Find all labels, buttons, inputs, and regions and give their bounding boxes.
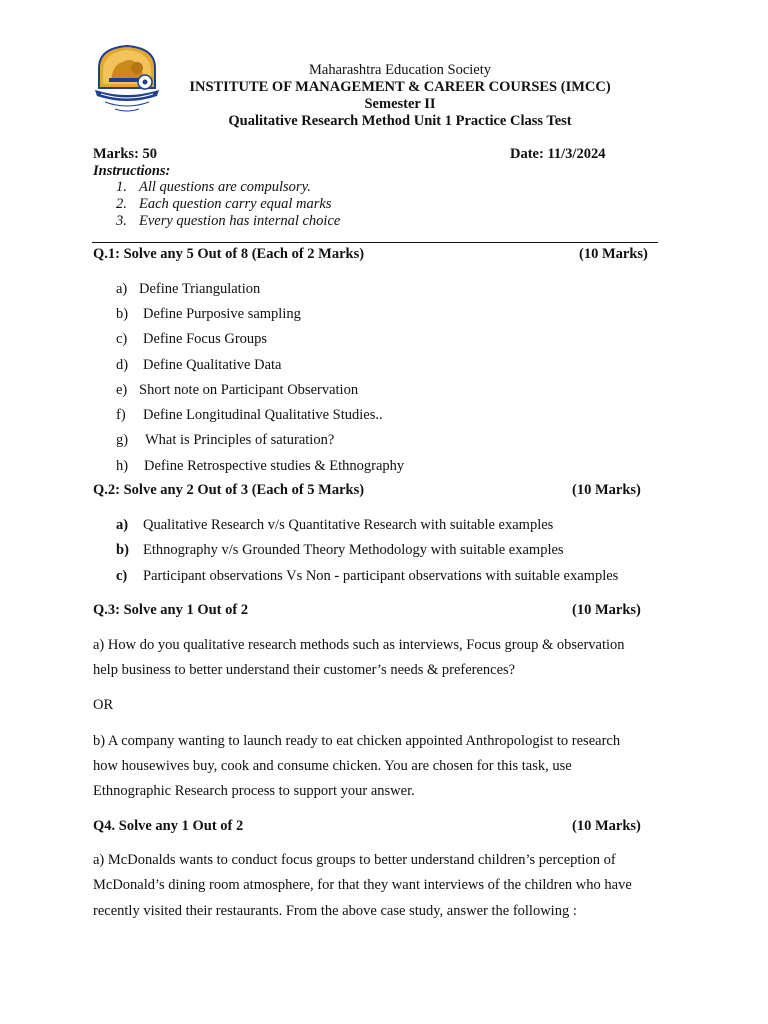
- q1-title: Q.1: Solve any 5 Out of 8 (Each of 2 Marks): [93, 246, 365, 262]
- q2-item-letter: a): [116, 517, 129, 533]
- instruction-text: All questions are compulsory.: [139, 179, 311, 195]
- q1-item-text: Define Longitudinal Qualitative Studies..: [143, 407, 383, 423]
- instruction-number: 1.: [116, 179, 127, 195]
- q3-option-b-line: b) A company wanting to launch ready to eat chicken appointed Anthropologist to research: [93, 733, 621, 749]
- q1-item-letter: h): [116, 458, 129, 474]
- q3-option-b-line: how housewives buy, cook and consume chicken. You are chosen for this task, use: [93, 758, 572, 774]
- society-name: Maharashtra Education Society: [309, 62, 491, 78]
- q4-option-a-line: recently visited their restaurants. From the above case study, answer the following :: [93, 903, 577, 919]
- q1-item-text: Define Retrospective studies & Ethnography: [144, 458, 405, 474]
- q4-title: Q4. Solve any 1 Out of 2: [93, 818, 244, 834]
- q1-item-letter: b): [116, 306, 129, 322]
- q1-item-text: What is Principles of saturation?: [145, 432, 335, 448]
- marks-total: Marks: 50: [93, 146, 158, 162]
- divider-rule: [92, 242, 658, 243]
- q4-marks: (10 Marks): [572, 818, 641, 834]
- instruction-number: 2.: [116, 196, 127, 212]
- instruction-text: Every question has internal choice: [139, 213, 341, 229]
- q3-or: OR: [93, 697, 114, 713]
- q2-title: Q.2: Solve any 2 Out of 3 (Each of 5 Marks): [93, 482, 365, 498]
- q1-item-text: Define Purposive sampling: [143, 306, 301, 322]
- instructions-label: Instructions:: [93, 163, 171, 179]
- q2-marks: (10 Marks): [572, 482, 641, 498]
- q1-item-letter: f): [116, 407, 126, 423]
- test-title: Qualitative Research Method Unit 1 Practice Class Test: [228, 113, 572, 129]
- q1-item-text: Define Qualitative Data: [143, 357, 282, 373]
- q1-item-letter: g): [116, 432, 129, 448]
- q1-item-letter: d): [116, 357, 129, 373]
- q2-item-letter: c): [116, 568, 128, 584]
- q2-item-letter: b): [116, 542, 129, 558]
- q1-item-text: Define Focus Groups: [143, 331, 268, 347]
- q3-title: Q.3: Solve any 1 Out of 2: [93, 602, 249, 618]
- q4-option-a-line: a) McDonalds wants to conduct focus groups to better understand children’s perception of: [93, 852, 616, 868]
- q1-item-letter: e): [116, 382, 128, 398]
- semester: Semester II: [364, 96, 436, 112]
- q3-marks: (10 Marks): [572, 602, 641, 618]
- q2-item-text: Participant observations Vs Non - participant observations with suitable examples: [143, 568, 619, 584]
- q1-item-text: Short note on Participant Observation: [139, 382, 359, 398]
- instruction-text: Each question carry equal marks: [139, 196, 332, 212]
- q1-item-text: Define Triangulation: [139, 281, 261, 297]
- q2-item-text: Qualitative Research v/s Quantitative Research with suitable examples: [143, 517, 554, 533]
- instruction-number: 3.: [116, 213, 127, 229]
- q3-option-b-line: Ethnographic Research process to support your answer.: [93, 783, 415, 799]
- institute-name: INSTITUTE OF MANAGEMENT & CAREER COURSES (IMCC): [189, 79, 611, 95]
- q1-item-letter: c): [116, 331, 128, 347]
- test-date: Date: 11/3/2024: [510, 146, 606, 162]
- q4-option-a-line: McDonald’s dining room atmosphere, for that they want interviews of the children who have: [93, 877, 632, 893]
- q2-item-text: Ethnography v/s Grounded Theory Methodology with suitable examples: [143, 542, 564, 558]
- q1-item-letter: a): [116, 281, 128, 297]
- q1-marks: (10 Marks): [579, 246, 648, 262]
- q3-option-a-line: help business to better understand their customer’s needs & preferences?: [93, 662, 516, 678]
- q3-option-a-line: a) How do you qualitative research methods such as interviews, Focus group & observation: [93, 637, 625, 653]
